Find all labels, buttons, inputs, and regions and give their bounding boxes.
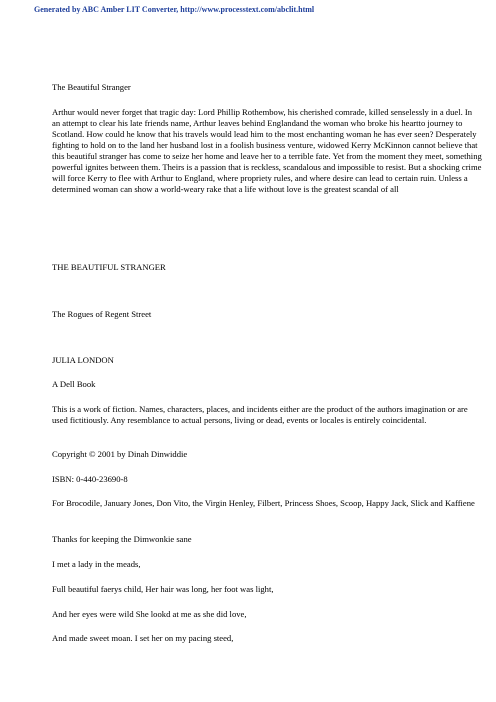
publisher-line: A Dell Book bbox=[52, 379, 96, 389]
dedication-paragraph: For Brocodile, January Jones, Don Vito, the Virgin Henley, Filbert, Princess Shoes, Scoop, Happy Jack, Slick and Kaffiene bbox=[52, 498, 475, 508]
fiction-disclaimer: This is a work of fiction. Names, characters, places, and incidents either are the product of the authors imagination or are used fictitiously. Any resemblance to actual persons, living or dead, events or locales is entirely coincidental. bbox=[52, 404, 468, 425]
series-title: The Rogues of Regent Street bbox=[52, 309, 152, 319]
poem-line: Full beautiful faerys child, Her hair was long, her foot was light, bbox=[52, 584, 274, 594]
poem-line: I met a lady in the meads, bbox=[52, 559, 141, 569]
poem-line: And her eyes were wild She lookd at me as she did love, bbox=[52, 609, 247, 619]
thanks-line: Thanks for keeping the Dimwonkie sane bbox=[52, 534, 192, 544]
copyright-line: Copyright © 2001 by Dinah Dinwiddie bbox=[52, 449, 188, 459]
title-caps: THE BEAUTIFUL STRANGER bbox=[52, 262, 166, 272]
synopsis-paragraph: Arthur would never forget that tragic day: Lord Phillip Rothembow, his cherished comrade, killed senselessly in a duel. In an attempt to clear his late friends name, Arthur leaves behind Englandand the woman who broke his heartto journey to Scotland. How could he know that his travels would lead him to the most enchanting woman he has ever seen? Desperately fighting to hold on to the land her husband lost in a foolish business venture, widowed Kerry McKinnon cannot believe that this beautiful stranger has come to seize her home and leave her to a terrible fate. Yet from the moment they meet, something powerful ignites between them. Theirs is a passion that is reckless, scandalous and impossible to resist. But a shocking crime will force Kerry to flee with Arthur to England, where propriety rules, and where desire can lead to certain ruin. Unless a determined woman can show a world-weary rake that a life without love is the greatest scandal of all bbox=[52, 107, 482, 194]
isbn-line: ISBN: 0-440-23690-8 bbox=[52, 474, 128, 484]
author-name: JULIA LONDON bbox=[52, 355, 114, 365]
converter-header-link[interactable]: Generated by ABC Amber LIT Converter, http://www.processtext.com/abclit.html bbox=[34, 5, 315, 14]
book-title: The Beautiful Stranger bbox=[52, 82, 131, 92]
poem-line: And made sweet moan. I set her on my pacing steed, bbox=[52, 633, 234, 643]
